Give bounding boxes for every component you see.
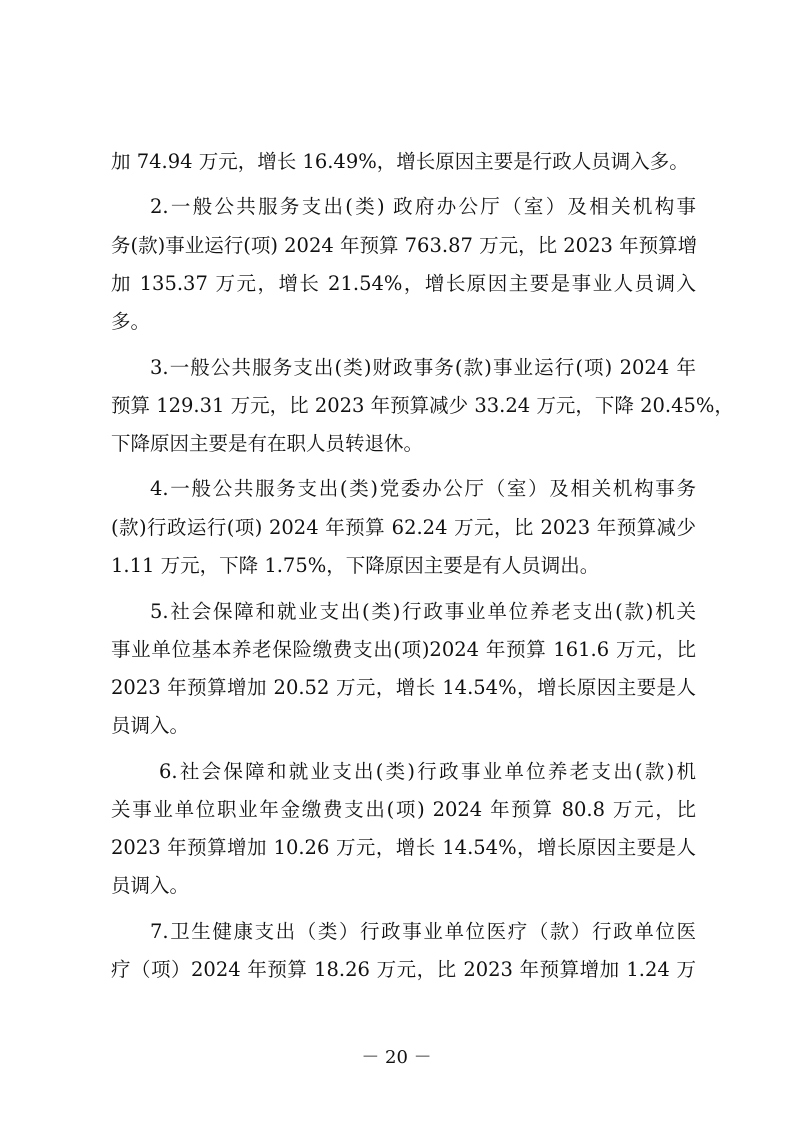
paragraph-7-line-2: 疗（项）2024 年预算 18.26 万元，比 2023 年预算增加 1.24 万 xyxy=(111,958,696,981)
paragraph-6-line-1: 6.社会保障和就业支出(类)行政事业单位养老支出(款)机 xyxy=(159,760,696,783)
paragraph-6-line-4: 员调入。 xyxy=(111,874,190,897)
page-number: － 20 － xyxy=(361,1047,432,1068)
paragraph-1-line-1: 加 74.94 万元，增长 16.49%，增长原因主要是行政人员调入多。 xyxy=(111,150,689,173)
paragraph-3-line-1: 3.一般公共服务支出(类)财政事务(款)事业运行(项) 2024 年 xyxy=(150,356,696,379)
paragraph-2-line-3: 加 135.37 万元，增长 21.54%，增长原因主要是事业人员调入 xyxy=(111,272,696,295)
paragraph-2-line-2: 务(款)事业运行(项) 2024 年预算 763.87 万元，比 2023 年预算增 xyxy=(111,234,698,257)
paragraph-2-line-1: 2.一般公共服务支出(类) 政府办公厅（室）及相关机构事 xyxy=(150,195,696,218)
paragraph-4-line-2: (款)行政运行(项) 2024 年预算 62.24 万元，比 2023 年预算减少 xyxy=(111,516,696,539)
paragraph-3-line-3: 下降原因主要是有在职人员转退休。 xyxy=(111,432,424,455)
paragraph-5-line-2: 事业单位基本养老保险缴费支出(项)2024 年预算 161.6 万元，比 xyxy=(111,638,696,661)
paragraph-5-line-4: 员调入。 xyxy=(111,714,190,737)
paragraph-2-line-4: 多。 xyxy=(111,310,151,333)
paragraph-3-line-2: 预算 129.31 万元，比 2023 年预算减少 33.24 万元，下降 20.45%， xyxy=(111,394,734,417)
paragraph-7-line-1: 7.卫生健康支出（类）行政事业单位医疗（款）行政单位医 xyxy=(150,920,696,943)
paragraph-5-line-3: 2023 年预算增加 20.52 万元，增长 14.54%，增长原因主要是人 xyxy=(111,676,696,699)
paragraph-5-line-1: 5.社会保障和就业支出(类)行政事业单位养老支出(款)机关 xyxy=(150,600,696,623)
paragraph-4-line-3: 1.11 万元，下降 1.75%，下降原因主要是有人员调出。 xyxy=(111,554,600,577)
paragraph-4-line-1: 4.一般公共服务支出(类)党委办公厅（室）及相关机构事务 xyxy=(150,477,696,500)
paragraph-6-line-3: 2023 年预算增加 10.26 万元，增长 14.54%，增长原因主要是人 xyxy=(111,836,696,859)
paragraph-6-line-2: 关事业单位职业年金缴费支出(项) 2024 年预算 80.8 万元，比 xyxy=(111,798,696,821)
